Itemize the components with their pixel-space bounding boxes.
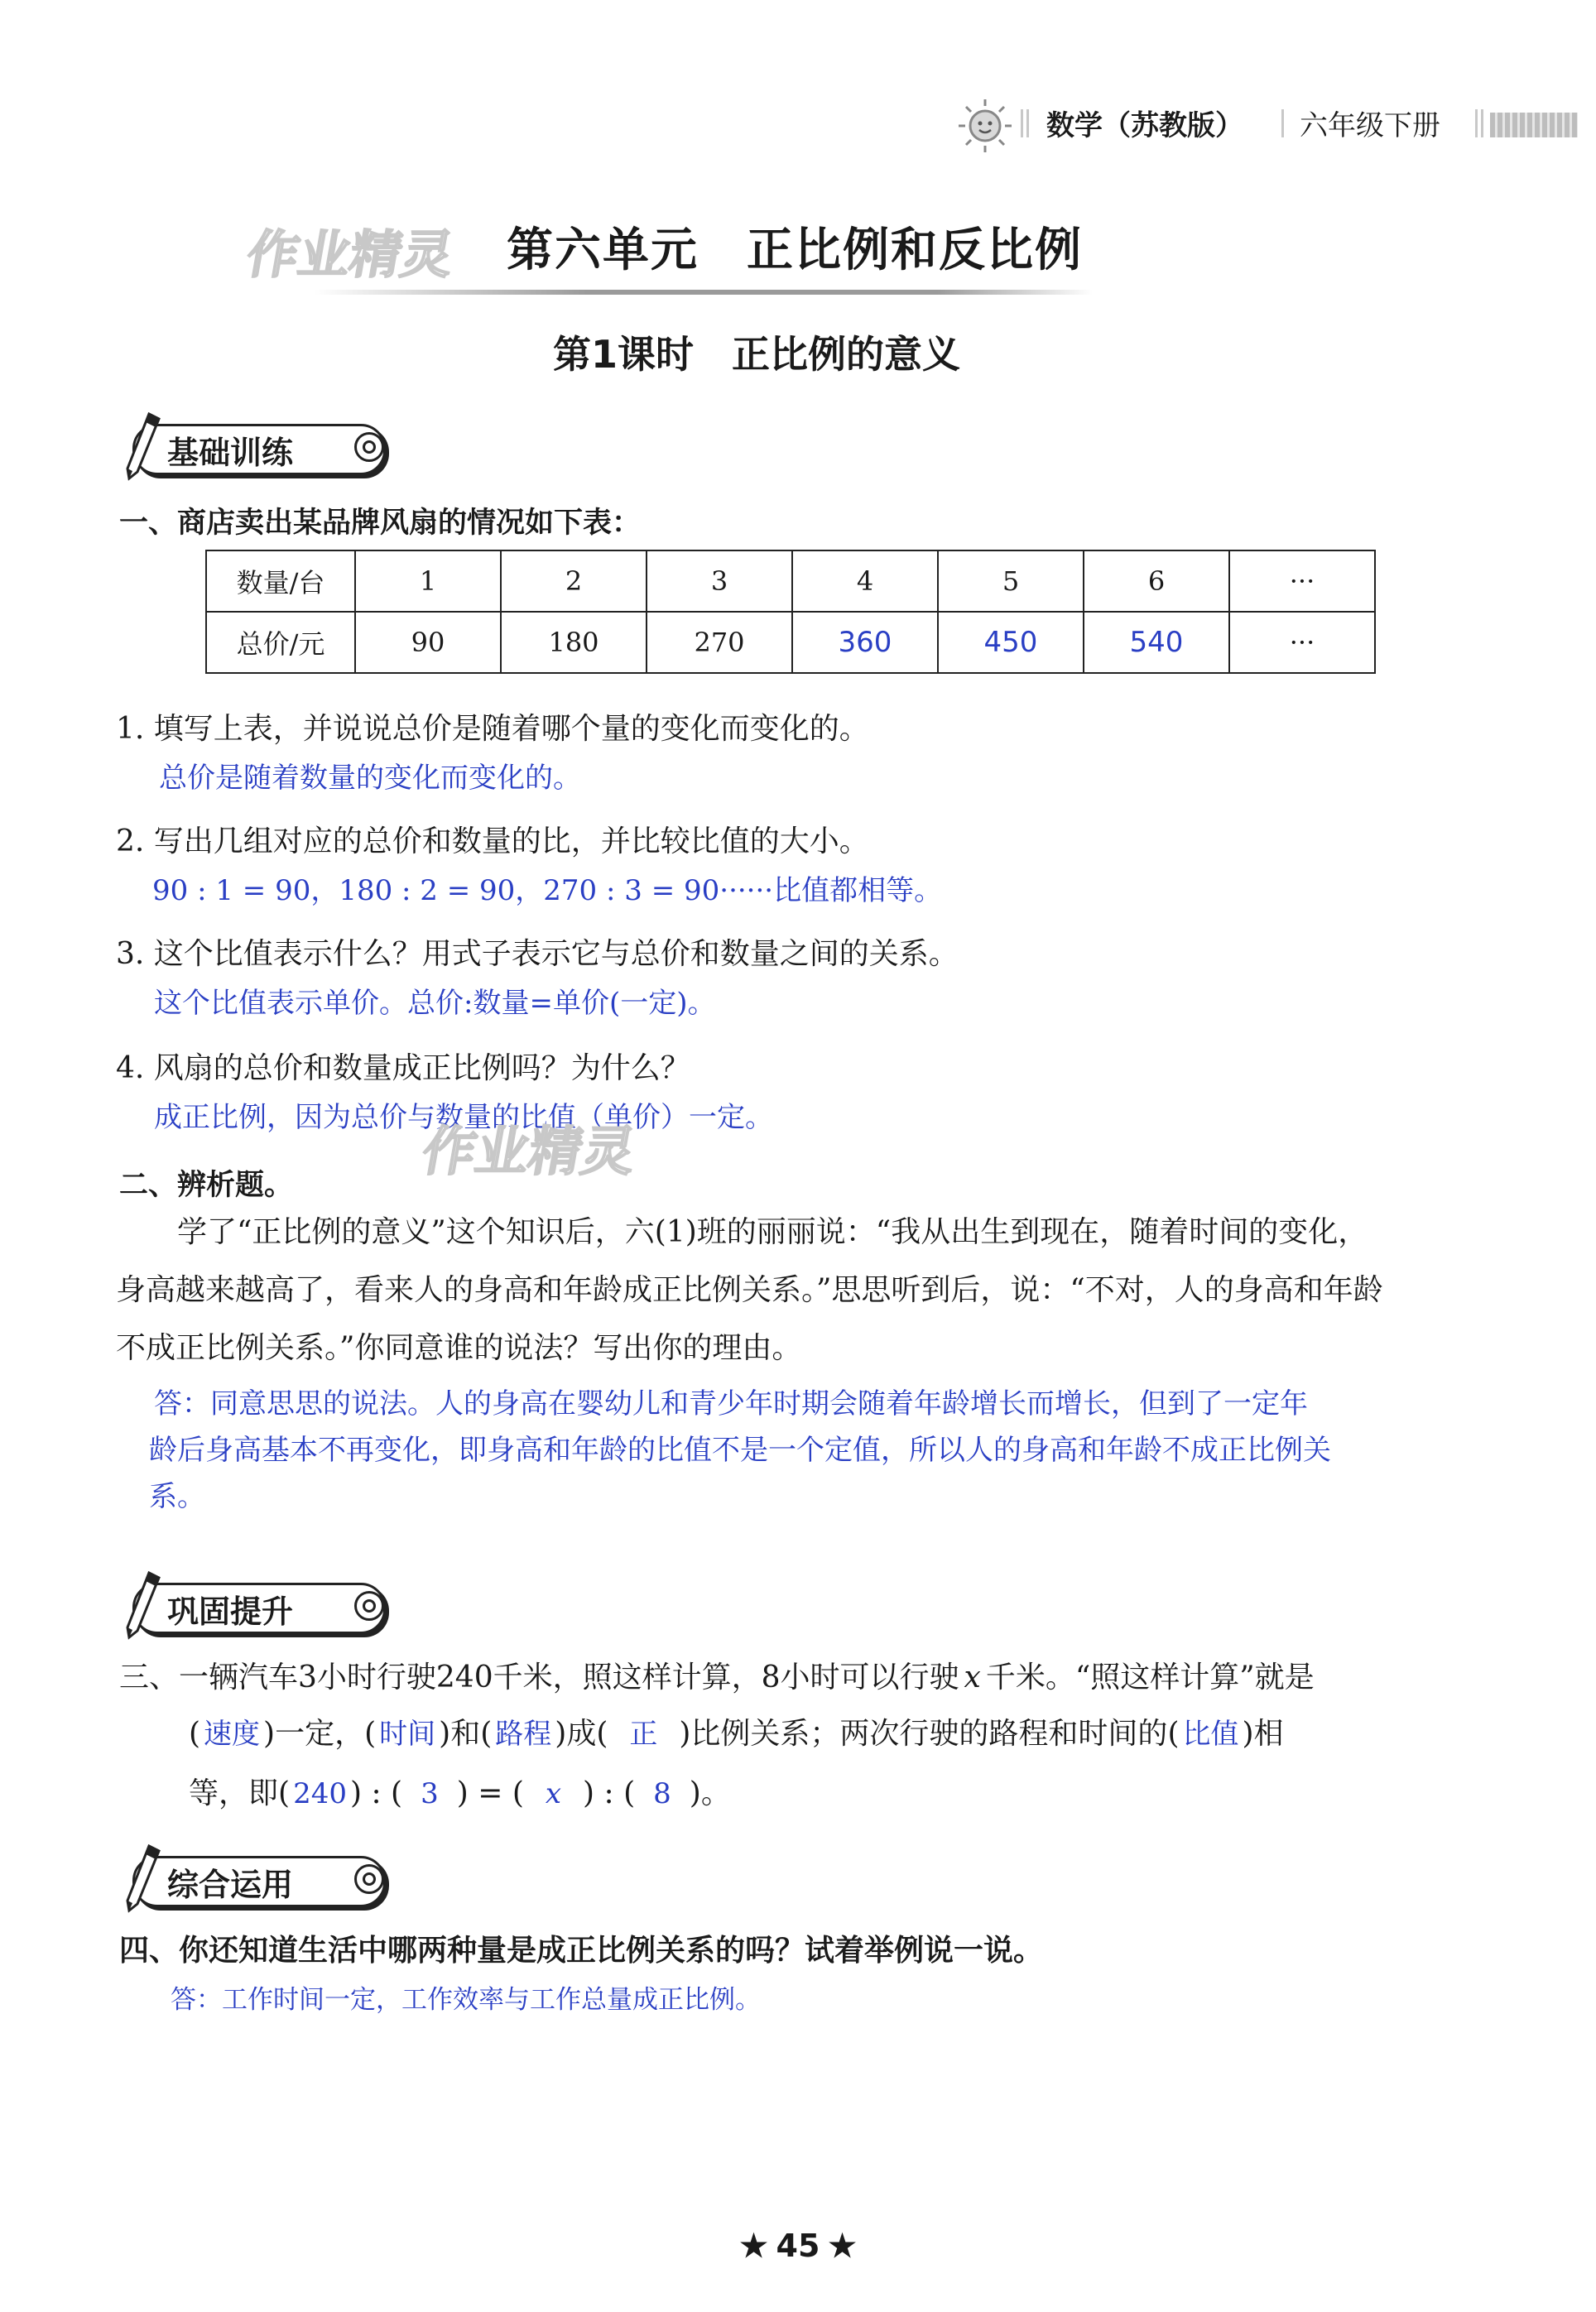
q3-text: 和	[450, 1717, 481, 1751]
q1-sub1-question: 1. 填写上表，并说说总价是随着哪个量的变化而变化的。	[116, 712, 869, 746]
fill-speed: 速度	[204, 1718, 261, 1751]
q3-line1-text: 三、一辆汽车3小时行驶240千米，照这样计算，8小时可以行驶	[119, 1661, 959, 1694]
q2-text-line-2: 身高越来越高了，看来人的身高和年龄成正比例关系。”思思听到后，说：“不对，人的身高和年龄	[116, 1273, 1383, 1307]
table-cell: 180	[501, 612, 647, 673]
q4-heading	[119, 1927, 1043, 1969]
section-badge-consolidate	[116, 1579, 397, 1632]
fill-ratio: 比值	[1182, 1718, 1239, 1751]
q2-answer-line-2: 龄后身高基本不再变化，即身高和年龄的比值不是一个定值，所以人的身高和年龄不成正比例关	[149, 1434, 1331, 1467]
q3-line-1	[119, 1654, 1315, 1696]
q2-text-line-3: 不成正比例关系。”你同意谁的说法？写出你的理由。	[116, 1331, 802, 1365]
table-row-label: 数量/台	[206, 550, 355, 612]
table-cell: 6	[1084, 550, 1229, 612]
q3-text: 比例关系；两次行驶的路程和时间的	[690, 1717, 1168, 1751]
q3-text: 相	[1253, 1717, 1284, 1751]
table-row	[206, 550, 1375, 612]
table-cell: ···	[1229, 550, 1375, 612]
table-cell: 2	[501, 550, 647, 612]
table-cell-answer: 450	[938, 612, 1084, 673]
table-cell: 4	[792, 550, 938, 612]
section-title-basic: 基础训练	[167, 435, 294, 471]
q1-sub3-question: 3. 这个比值表示什么？用式子表示它与总价和数量之间的关系。	[116, 937, 959, 971]
section-title-consolidate: 巩固提升	[167, 1593, 294, 1630]
q3-line-3: 等，即( 240 ) : ( 3 ) = ( x ) : ( 8 )。	[189, 1776, 731, 1810]
table-cell: 90	[355, 612, 501, 673]
q1-sub1-answer: 总价是随着数量的变化而变化的。	[159, 762, 581, 795]
q3-text: 等，即	[189, 1776, 279, 1810]
page-number-text: 45	[776, 2228, 820, 2264]
q1-heading: 一、商店卖出某品牌风扇的情况如下表：	[119, 507, 642, 540]
table-cell: ···	[1229, 612, 1375, 673]
q3-variable: x	[964, 1661, 981, 1694]
q4-heading-text: 四、你还知道生活中哪两种量是成正比例关系的吗？试着举例说一说。	[119, 1934, 1044, 1968]
q1-sub3-answer: 这个比值表示单价。总价:数量=单价(一定)。	[154, 987, 716, 1020]
table-cell-answer: 360	[792, 612, 938, 673]
header-subject: 数学（苏教版）	[1046, 109, 1243, 142]
q2-answer-line-3: 系。	[149, 1480, 205, 1513]
fill-240: 240	[293, 1777, 347, 1810]
sales-table	[205, 550, 1376, 674]
table-cell: 3	[647, 550, 792, 612]
fill-x: x	[545, 1777, 562, 1810]
q2-heading: 二、辨析题。	[119, 1169, 294, 1202]
header-grade: 六年级下册	[1300, 109, 1440, 142]
q1-sub4-answer: 成正比例，因为总价与数量的比值（单价）一定。	[154, 1101, 773, 1134]
q3-text: 一定，	[275, 1717, 365, 1751]
table-row	[206, 612, 1375, 673]
section-badge-apply	[116, 1853, 397, 1906]
q3-line1-end: 千米。“照这样计算”就是	[985, 1661, 1315, 1694]
section-title-apply: 综合运用	[167, 1867, 294, 1903]
table-cell-answer: 540	[1084, 612, 1229, 673]
page-number: ★ 45 ★	[739, 2227, 857, 2264]
pencil-icon	[116, 409, 166, 485]
fill-3: 3	[421, 1777, 439, 1810]
header-stripe	[1490, 113, 1578, 137]
watermark-top: 作业精灵	[242, 224, 459, 285]
fill-8: 8	[653, 1777, 671, 1810]
q2-text-line-1: 学了“正比例的意义”这个知识后，六(1)班的丽丽说：“我从出生到现在，随着时间的变化，	[177, 1215, 1368, 1249]
watermark-middle: 作业精灵	[417, 1122, 641, 1183]
fill-direct: 正	[629, 1718, 658, 1751]
q2-answer-line-1: 答：同意思思的说法。人的身高在婴幼儿和青少年时期会随着年龄增长而增长，但到了一定年	[154, 1387, 1308, 1420]
lesson-title: 第1课时 正比例的意义	[553, 332, 961, 377]
q1-sub4-question: 4. 风扇的总价和数量成正比例吗？为什么？	[116, 1051, 690, 1085]
section-badge-basic	[116, 421, 397, 473]
q1-sub2-answer: 90 : 1 = 90，180 : 2 = 90，270 : 3 = 90······比值都相等。	[152, 874, 943, 907]
table-cell: 1	[355, 550, 501, 612]
pencil-icon	[116, 1568, 166, 1644]
table-cell: 270	[647, 612, 792, 673]
fill-distance: 路程	[495, 1718, 552, 1751]
table-cell: 5	[938, 550, 1084, 612]
title-underline	[315, 290, 1093, 295]
sun-icon	[952, 93, 1018, 159]
unit-title: 第六单元 正比例和反比例	[507, 224, 1083, 277]
q3-line-2: ( 速度 )一定，( 时间 )和( 路程 )成( 正 )比例关系；两次行驶的路程和时间的( 比值 )相	[189, 1717, 1284, 1751]
q3-text: 成	[566, 1717, 597, 1751]
q1-sub2-question: 2. 写出几组对应的总价和数量的比，并比较比值的大小。	[116, 824, 869, 858]
fill-time: 时间	[379, 1718, 436, 1751]
pencil-icon	[116, 1841, 166, 1917]
table-row-label: 总价/元	[206, 612, 355, 673]
q4-answer: 答：工作时间一定，工作效率与工作总量成正比例。	[171, 1985, 761, 2015]
